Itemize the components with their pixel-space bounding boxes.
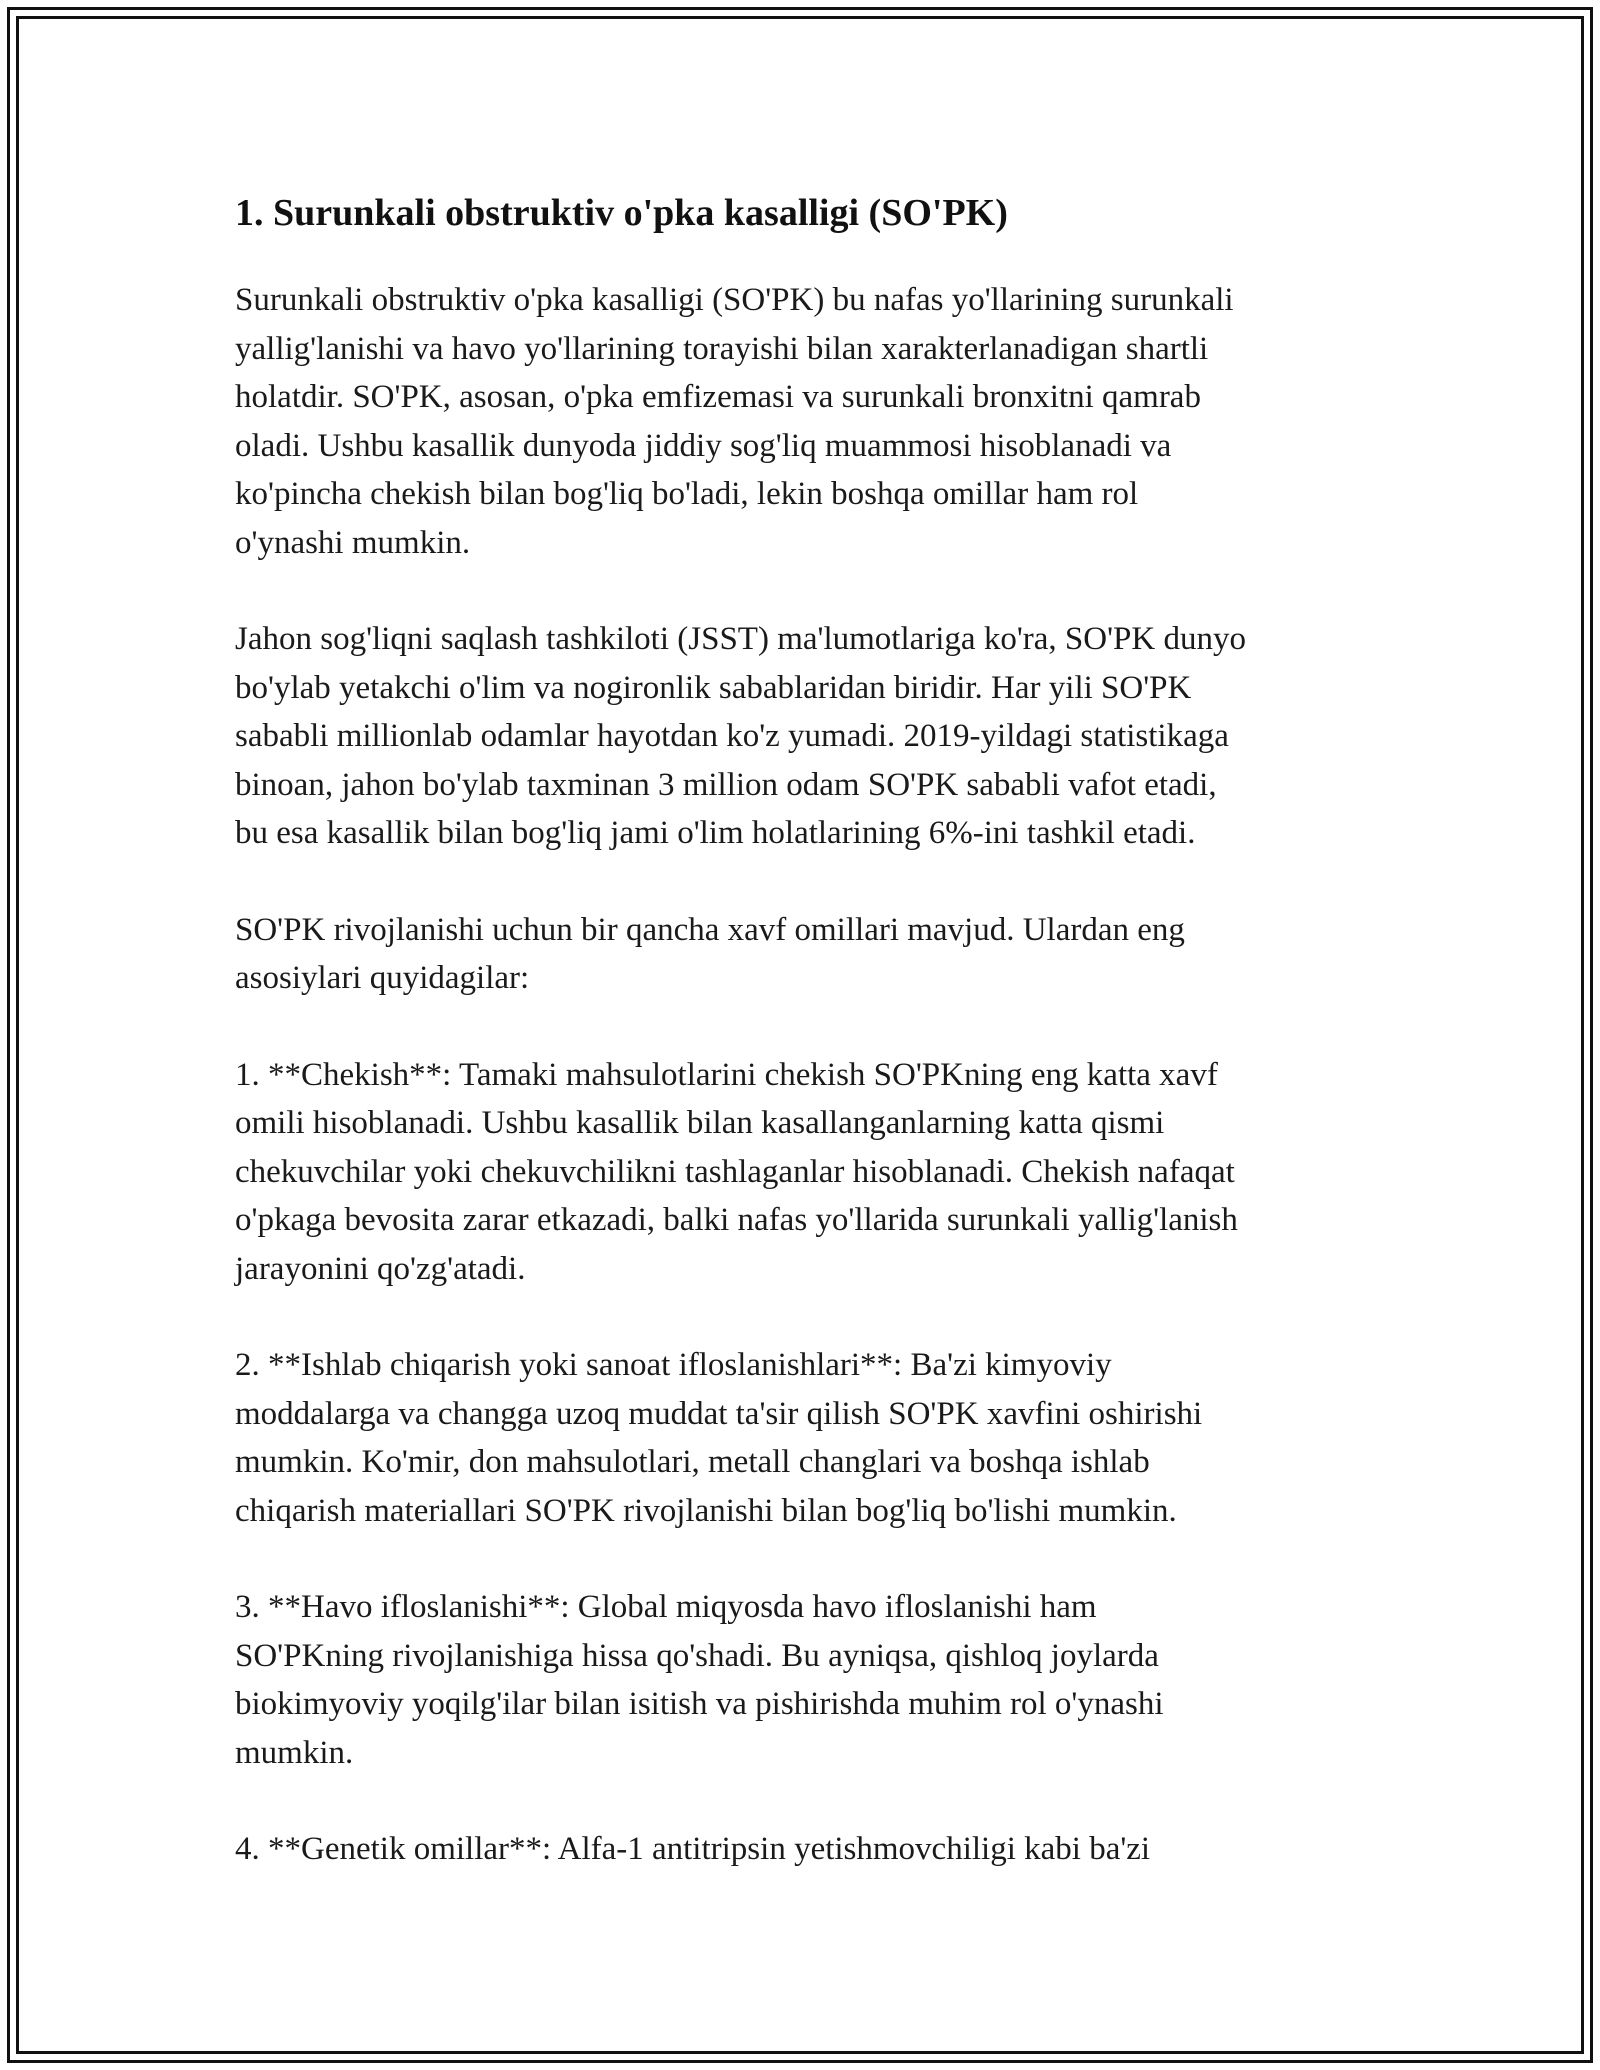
paragraph-risk-factors-intro: SO'PK rivojlanishi uchun bir qancha xavf omillari mavjud. Ulardan eng asosiylari quyidagilar: <box>235 911 1185 996</box>
list-item-air-pollution: 3. **Havo ifloslanishi**: Global miqyosda havo ifloslanishi ham SO'PKning rivojlanishiga hissa qo'shadi. Bu ayniqsa, qishloq joylarda biokimyoviy yoqilg'ilar bilan isitish va pishirishda muhim rol o'ynashi mumkin. <box>235 1589 1164 1771</box>
list-item-genetic-factors: 4. **Genetik omillar**: Alfa-1 antitripsin yetishmovchiligi kabi ba'zi <box>235 1831 1151 1867</box>
document-title: 1. Surunkali obstruktiv o'pka kasalligi (SO'PK) <box>235 192 1008 234</box>
list-item-industrial-pollution: 2. **Ishlab chiqarish yoki sanoat ifloslanishlari**: Ba'zi kimyoviy moddalarga va changga uzoq muddat ta'sir qilish SO'PK xavfini oshirishi mumkin. Ko'mir, don mahsulotlari, metall changlari va boshqa ishlab chiqarish materiallari SO'PK rivojlanishi bilan bog'liq bo'lishi mumkin. <box>235 1347 1203 1529</box>
paragraph-intro: Surunkali obstruktiv o'pka kasalligi (SO'PK) bu nafas yo'llarining surunkali yallig'lanishi va havo yo'llarining torayishi bilan xarakterlanadigan shartli holatdir. SO'PK, asosan, o'pka emfizemasi va surunkali bronxitni qamrab oladi. Ushbu kasallik dunyoda jiddiy sog'liq muammosi hisoblanadi va ko'pincha chekish bilan bog'liq bo'ladi, lekin boshqa omillar ham rol o'ynashi mumkin. <box>235 282 1234 561</box>
paragraph-statistics: Jahon sog'liqni saqlash tashkiloti (JSST) ma'lumotlariga ko'ra, SO'PK dunyo bo'ylab yetakchi o'lim va nogironlik sabablaridan biridir. Har yili SO'PK sababli millionlab odamlar hayotdan ko'z yumadi. 2019-yildagi statistikaga binoan, jahon bo'ylab taxminan 3 million odam SO'PK sababli vafot etadi, bu esa kasallik bilan bog'liq jami o'lim holatlarining 6%-ini tashkil etadi. <box>235 621 1246 851</box>
list-item-smoking: 1. **Chekish**: Tamaki mahsulotlarini chekish SO'PKning eng katta xavf omili hisoblanadi. Ushbu kasallik bilan kasallanganlarning katta qismi chekuvchilar yoki chekuvchilikni tashlaganlar hisoblanadi. Chekish nafaqat o'pkaga bevosita zarar etkazadi, balki nafas yo'llarida surunkali yallig'lanish jarayonini qo'zg'atadi. <box>235 1056 1238 1287</box>
document-body <box>235 188 1375 1922</box>
